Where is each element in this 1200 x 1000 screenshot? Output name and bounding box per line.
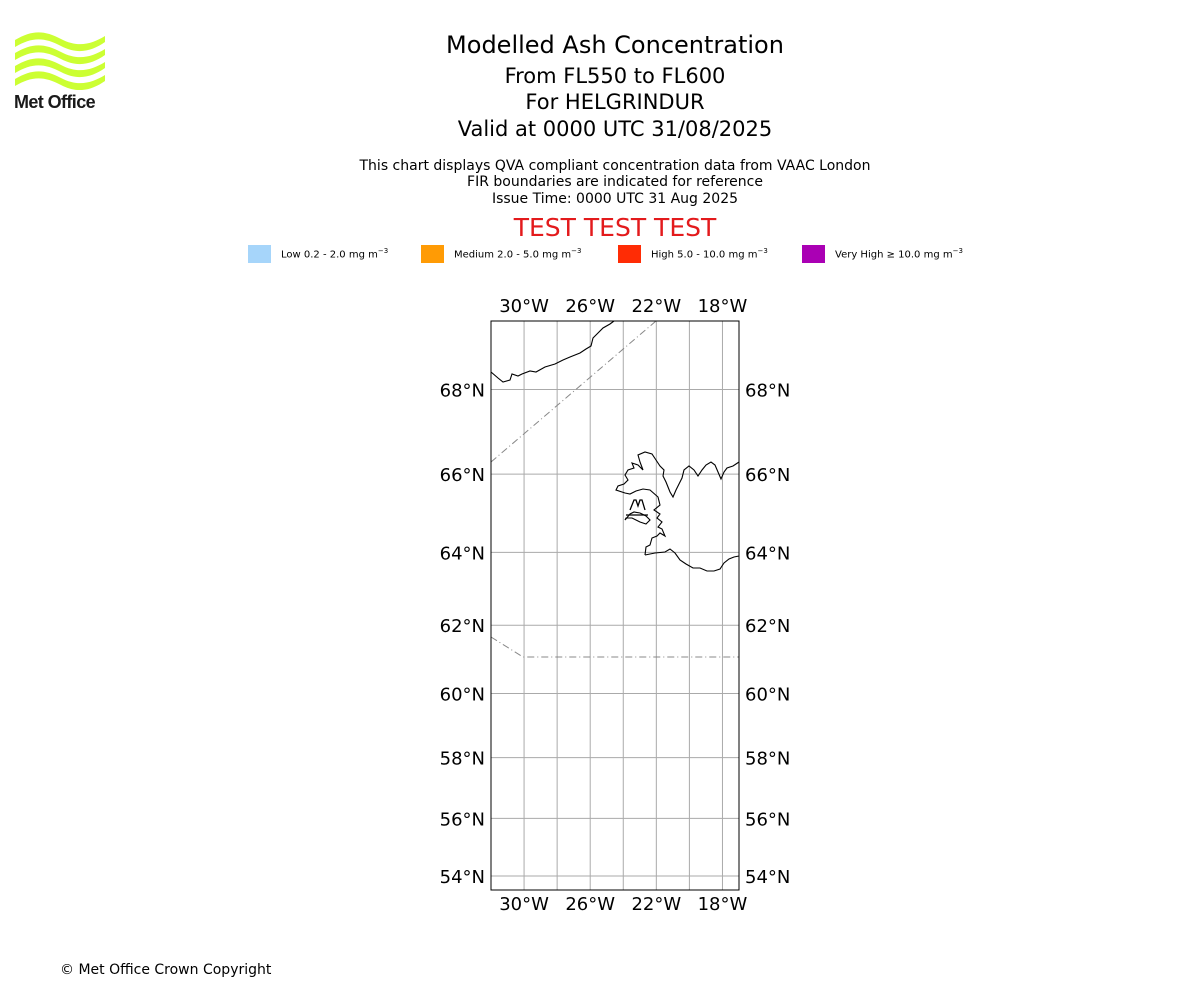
greenland-coastline	[491, 321, 614, 382]
valid-time: Valid at 0000 UTC 31/08/2025	[457, 117, 773, 141]
latitude-label: 62°N	[745, 616, 791, 638]
latitude-label: 60°N	[439, 684, 485, 706]
longitude-labels-top	[499, 296, 747, 317]
graticule	[491, 321, 739, 890]
latitude-label: 58°N	[745, 748, 791, 770]
latitude-label: 68°N	[745, 380, 791, 402]
logo-text: Met Office	[14, 92, 96, 112]
latitude-label: 56°N	[745, 809, 791, 831]
fir-boundary-greenland	[491, 321, 656, 462]
longitude-label: 30°W	[499, 894, 549, 915]
latitude-label: 54°N	[745, 867, 791, 889]
chart-note-fir: FIR boundaries are indicated for reference	[467, 174, 763, 190]
iceland-coastline	[616, 452, 739, 555]
longitude-label: 30°W	[499, 296, 549, 317]
copyright: © Met Office Crown Copyright	[60, 962, 272, 978]
legend-label-medium: Medium 2.0 - 5.0 mg $m^{-3}$	[454, 247, 582, 261]
latitude-label: 54°N	[439, 867, 485, 889]
latitude-label: 66°N	[439, 465, 485, 487]
latitude-labels-right	[745, 380, 790, 888]
latitude-label: 68°N	[439, 380, 485, 402]
longitude-label: 22°W	[631, 894, 682, 915]
fir-boundary-south	[491, 637, 739, 657]
latitude-label: 66°N	[745, 465, 791, 487]
latitude-label: 64°N	[439, 543, 485, 565]
location: For HELGRINDUR	[525, 90, 705, 114]
chart-title: Modelled Ash Concentration	[446, 31, 784, 59]
longitude-label: 26°W	[565, 894, 616, 915]
coastlines	[491, 321, 739, 571]
longitude-label: 26°W	[565, 296, 616, 317]
iceland-west-coastline	[625, 512, 650, 524]
latitude-label: 58°N	[439, 748, 485, 770]
latitude-labels-left	[440, 380, 485, 888]
legend-label-very-high: Very High ≥ 10.0 mg $m^{-3}$	[835, 247, 963, 261]
longitude-label: 22°W	[631, 296, 682, 317]
longitude-label: 18°W	[697, 894, 748, 915]
legend-label-high: High 5.0 - 10.0 mg $m^{-3}$	[651, 247, 768, 261]
latitude-label: 64°N	[745, 543, 791, 565]
issue-time: Issue Time: 0000 UTC 31 Aug 2025	[491, 191, 739, 207]
latitude-label: 60°N	[745, 684, 791, 706]
latitude-label: 56°N	[439, 809, 485, 831]
longitude-label: 18°W	[697, 296, 748, 317]
flight-levels: From FL550 to FL600	[504, 64, 726, 88]
test-banner: TEST TEST TEST	[513, 213, 717, 242]
map-frame	[491, 321, 739, 890]
legend-label-low: Low 0.2 - 2.0 mg $m^{-3}$	[281, 247, 389, 261]
latitude-label: 62°N	[439, 616, 485, 638]
longitude-labels-bottom	[499, 894, 747, 915]
chart-note-qva: This chart displays QVA compliant concentration data from VAAC London	[359, 158, 871, 174]
